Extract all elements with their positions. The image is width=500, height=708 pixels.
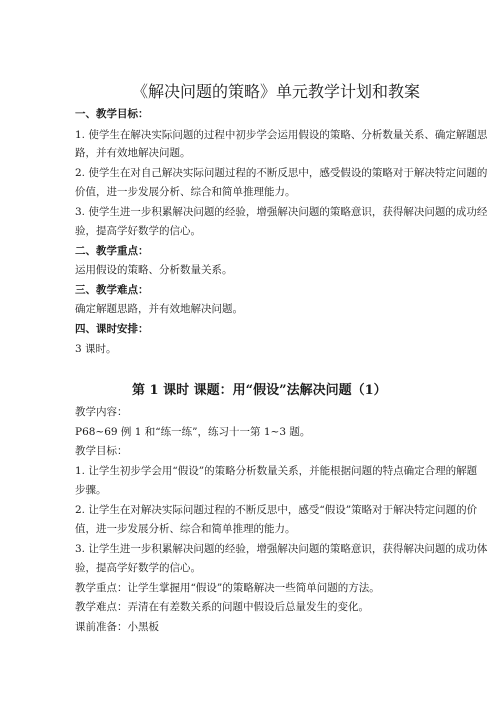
lesson1-key-point: 教学重点：让学生掌握用“假设”的策略解决一些简单问题的方法。	[75, 582, 380, 594]
lesson1-content-text: P68~69 例 1 和“练一练”，练习十一第 1~3 题。	[75, 426, 311, 438]
lesson1-prep: 课前准备：小黑板	[75, 621, 159, 633]
goal2-line2: 价值，进一步发展分析、综合和简单推理能力。	[75, 186, 296, 198]
difficulty-text: 确定解题思路，并有效地解决问题。	[75, 303, 243, 315]
lesson1-content-label: 教学内容：	[75, 406, 128, 418]
goals-heading: 一、教学目标：	[75, 108, 149, 120]
goal2-line1: 2. 使学生在对自己解决实际问题过程的不断反思中，感受假设的策略对于解决特定问题的	[75, 167, 488, 179]
schedule-heading: 四、课时安排：	[75, 323, 149, 335]
lesson1-goal1-line2: 步骤。	[75, 484, 107, 496]
difficulty-heading: 三、教学难点：	[75, 284, 149, 296]
lesson1-goal1-line1: 1. 让学生初步学会用“假设”的策略分析数量关系，并能根据问题的特点确定合理的解题	[75, 465, 478, 477]
key-heading: 二、教学重点：	[75, 245, 149, 257]
lesson1-goal3-line2: 验，提高学好数学的信心。	[75, 562, 201, 574]
goal3-line1: 3. 使学生进一步积累解决问题的经验，增强解决问题的策略意识，获得解决问题的成功经	[75, 206, 488, 218]
lesson1-goal2-line1: 2. 让学生在对解决实际问题过程的不断反思中，感受“假设”策略对于解决特定问题的价	[75, 504, 478, 516]
lesson1-difficulty: 教学难点：弄清在有差数关系的问题中假设后总量发生的变化。	[75, 601, 369, 613]
goal1-line2: 路，并有效地解决问题。	[75, 147, 191, 159]
lesson1-title: 第 1 课时 课题：用“假设”法解决问题（1）	[132, 383, 387, 398]
schedule-text: 3 课时。	[75, 343, 117, 355]
lesson1-goals-label: 教学目标：	[75, 445, 128, 457]
goal3-line2: 验，提高学好数学的信心。	[75, 225, 201, 237]
key-text: 运用假设的策略、分析数量关系。	[75, 264, 233, 276]
document-title: 《解决问题的策略》单元教学计划和教案	[132, 82, 421, 101]
lesson1-goal3-line1: 3. 让学生进一步积累解决问题的经验，增强解决问题的策略意识，获得解决问题的成功体	[75, 543, 488, 555]
goal1-line1: 1. 使学生在解决实际问题的过程中初步学会运用假设的策略、分析数量关系、确定解题思	[75, 129, 488, 141]
lesson1-goal2-line2: 值，进一步发展分析、综合和简单推理的能力。	[75, 523, 296, 535]
